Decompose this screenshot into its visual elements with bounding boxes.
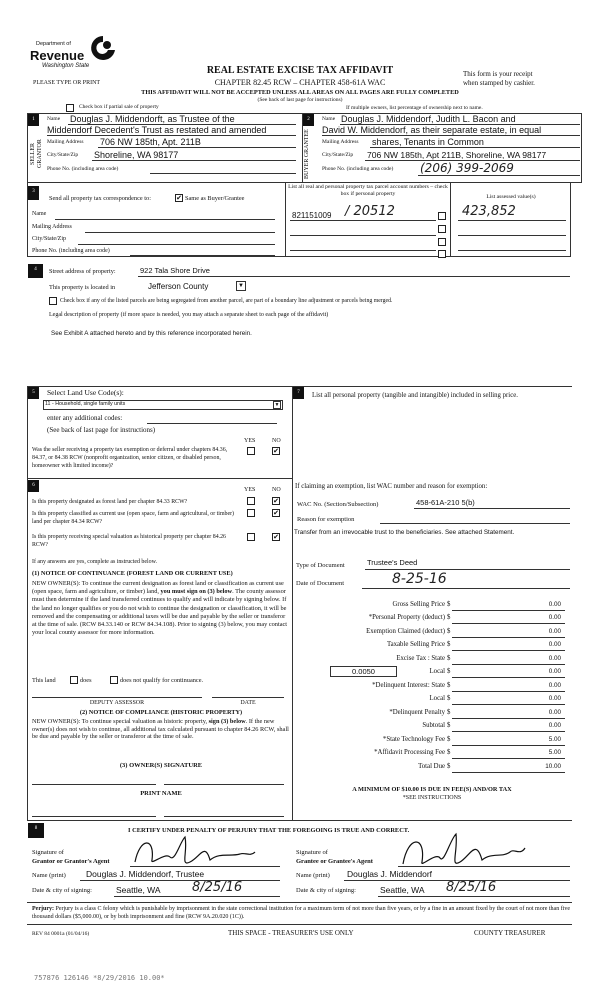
does-not-checkbox[interactable] — [110, 676, 118, 684]
fee-label: Subtotal — [422, 722, 445, 729]
section-number: 4 — [28, 264, 43, 278]
does-checkbox[interactable] — [70, 676, 78, 684]
additional-codes-label: enter any additional codes: — [47, 414, 123, 422]
dept-state: Washington State — [42, 63, 90, 69]
personal-property-checkbox[interactable] — [438, 238, 446, 246]
fee-label: Excise Tax : State — [396, 655, 445, 662]
if-yes-note: If any answers are yes, complete as instructed below. — [32, 559, 157, 565]
perjury-text: Perjury is a class C felony which is punishable by imprisonment in the state correctional institution for a maximum term of not more than five years, or by a fine in an amount fixed by the court of not more than five thousand dollars ($5,000.00), or by both imprisonment and fine (RCW 9A.20.020 (1C)). — [32, 906, 571, 921]
form-subtitle: CHAPTER 82.45 RCW – CHAPTER 458-61A WAC — [214, 78, 386, 87]
fee-label: Exemption Claimed (deduct) — [366, 628, 445, 635]
seller-mail-field[interactable]: 706 NW 185th, Apt. 211B — [100, 137, 201, 147]
grantor-city-field[interactable]: Seattle, WA — [116, 885, 161, 895]
no-header: NO — [272, 487, 281, 493]
fee-value[interactable]: 0.00 — [548, 695, 561, 702]
buyer-name-field-2[interactable]: David W. Middendorf, as their separate estate, in equal — [322, 125, 542, 135]
perjury-label: Perjury: — [32, 906, 54, 912]
parcel-field-3[interactable] — [290, 250, 436, 251]
grantee-city-field[interactable]: Seattle, WA — [380, 885, 425, 895]
notice-compliance-title: (2) NOTICE OF COMPLIANCE (HISTORIC PROPERTY) — [79, 709, 243, 716]
notice-continuance-text — [32, 580, 290, 637]
historic-question: Is this property receiving special valuation as historical property per chapter 84.26 RCW? — [32, 534, 226, 548]
seller-name-field[interactable]: Douglas J. Middendorft, as Trustee of the — [70, 114, 235, 124]
fee-label: Gross Selling Price — [392, 601, 445, 608]
segregated-checkbox[interactable] — [49, 297, 57, 305]
doc-date-field[interactable]: 8-25-16 — [392, 571, 447, 587]
dollar-sign: $ — [447, 601, 451, 608]
grantor-date-label: Date & city of signing: — [32, 887, 92, 894]
grantee-signature-label: Signature of — [296, 849, 328, 856]
land-use-value: 11 - Household, single family units — [45, 401, 126, 407]
parcel-number-field[interactable]: 821151009 — [292, 211, 332, 220]
street-label: Street address of property: — [49, 268, 116, 275]
send-correspondence-label: Send all property tax correspondence to: — [49, 195, 151, 202]
section-number: 1 — [28, 114, 39, 126]
personal-property-checkbox[interactable] — [438, 250, 446, 258]
seller-name-label: Name — [47, 116, 61, 122]
buyer-phone-label: Phone No. (including area code) — [322, 166, 394, 172]
notice-compliance-text — [32, 718, 290, 741]
located-label: This property is located in — [49, 284, 116, 291]
dept-name: Revenue — [30, 48, 85, 63]
deputy-assessor-field[interactable] — [32, 697, 202, 698]
fee-value[interactable]: 5.00 — [548, 736, 561, 743]
notice1-text-b: . The county assessor must then determine if the land transferred continues to qualify and will indicate by signing below. If the land no longer qualifies or you do not wish to continue the designation or classification, it will be removed and the compensating or additional taxes will be due and payable by the seller or transferor at the time of sale. (RCW 84.33.140 or RCW 84.34.108). Prior to signing (3) below, you may contact your local county assessor for more information. — [32, 588, 288, 637]
seller-side-label: SELLER GRANTOR — [30, 139, 43, 169]
owner-print-name-field-2[interactable] — [164, 816, 284, 817]
dollar-sign: $ — [447, 695, 451, 702]
dollar-sign: $ — [447, 722, 451, 729]
buyer-name-field[interactable]: Douglas J. Middendorf, Judith L. Bacon and — [341, 114, 516, 124]
grantee-name-field[interactable]: Douglas J. Middendorf — [347, 869, 433, 879]
dollar-sign: $ — [447, 628, 451, 635]
buyer-city-field[interactable]: 706 NW 185th, Apt 211B, Shoreline, WA 98177 — [367, 150, 547, 160]
notice2-text-b: . If the new owner(s) does not wish to continue, all additional tax calculated pursuant to chapter 84.26 RCW, shall be due and payable by the seller or transferor at the time of sale. — [32, 718, 289, 740]
corr-mail-label: Mailing Address — [32, 224, 72, 230]
forest-yes-checkbox[interactable] — [247, 497, 255, 505]
grantor-name-label: Name (print) — [32, 872, 66, 879]
see-back: (See back of last page for instructions) — [257, 97, 343, 103]
form-revision: REV 84 0001a (01/04/16) — [32, 931, 90, 937]
historic-yes-checkbox[interactable] — [247, 533, 255, 541]
owner-signature-field[interactable] — [32, 784, 156, 785]
parcel-header: List all real and personal property tax parcel account numbers – check box if personal property — [288, 184, 448, 197]
dollar-sign: $ — [447, 749, 451, 756]
perjury-notice — [32, 905, 572, 922]
same-as-buyer-label: Same as Buyer/Grantee — [185, 195, 245, 202]
personal-property-checkbox[interactable] — [438, 225, 446, 233]
dollar-sign: $ — [447, 655, 451, 662]
doc-type-field[interactable]: Trustee's Deed — [367, 558, 418, 567]
dollar-sign: $ — [447, 614, 451, 621]
section-number: 7 — [293, 387, 304, 399]
section-number: 6 — [28, 480, 39, 492]
yes-header: YES — [244, 487, 256, 493]
parcel-field-2[interactable] — [290, 235, 436, 236]
notice-continuance-title: (1) NOTICE OF CONTINUANCE (FOREST LAND OR CURRENT USE) — [32, 570, 233, 577]
seller-mail-label: Mailing Address — [47, 139, 84, 145]
owner-signature-field-2[interactable] — [164, 784, 284, 785]
dollar-sign: $ — [447, 641, 451, 648]
cashier-stamp: 757876 126146 *8/29/2016 10.00* — [34, 974, 165, 982]
grantor-name-field[interactable]: Douglas J. Middendorf, Trustee — [86, 869, 205, 879]
corr-name-label: Name — [32, 211, 47, 217]
does-not-label: does not qualify for continuance. — [120, 677, 204, 684]
corr-phone-label: Phone No. (including area code) — [32, 248, 110, 254]
corr-mail-field[interactable] — [85, 232, 275, 233]
wac-label: WAC No. (Section/Subsection) — [297, 501, 379, 508]
assessed-header: List assessed value(s) — [486, 194, 536, 200]
buyer-name-label: Name — [322, 116, 336, 122]
fee-label: Local — [429, 668, 445, 675]
doc-type-label: Type of Document — [296, 562, 345, 569]
fee-value[interactable]: 0.00 — [548, 628, 561, 635]
fee-label: *Delinquent Penalty — [389, 709, 445, 716]
dollar-sign: $ — [447, 668, 451, 675]
dollar-sign: $ — [447, 682, 451, 689]
wac-number-field[interactable]: 458-61A-210 5(b) — [416, 498, 475, 507]
partial-sale-checkbox[interactable] — [66, 104, 74, 112]
seller-city-field[interactable]: Shoreline, WA 98177 — [94, 150, 179, 160]
corr-city-field[interactable] — [78, 244, 275, 245]
treasurer-space-label: THIS SPACE - TREASURER'S USE ONLY — [228, 929, 354, 937]
grantee-signature[interactable] — [398, 830, 528, 870]
additional-codes-field[interactable] — [147, 423, 277, 424]
land-use-dropdown-icon[interactable]: ▼ — [274, 403, 280, 408]
forest-question: Is this property designated as forest land per chapter 84.33 RCW? — [32, 499, 188, 505]
local-rate-field[interactable]: 0.0050 — [330, 666, 397, 677]
see-instructions: *SEE INSTRUCTIONS — [402, 795, 462, 801]
assessor-date-label: DATE — [240, 700, 256, 706]
seller-name-field-2[interactable]: Middendorf Decedent's Trust as restated and amended — [47, 125, 267, 135]
partial-sale-label: Check box if partial sale of property — [79, 104, 159, 110]
section-number: 5 — [28, 387, 39, 399]
grantor-date-field[interactable]: 8/25/16 — [192, 880, 243, 895]
corr-city-label: City/State/Zip — [32, 236, 66, 242]
fee-value[interactable]: 0.00 — [548, 668, 561, 675]
please-type: PLEASE TYPE OR PRINT — [33, 80, 101, 86]
fee-label: Total Due — [418, 763, 445, 770]
fee-label: *Delinquent Interest: State — [372, 682, 445, 689]
logo-swirl-icon — [88, 34, 118, 62]
fee-value[interactable]: 0.00 — [548, 722, 561, 729]
current-use-yes-checkbox[interactable] — [247, 509, 255, 517]
grantor-signature-label: Signature of — [32, 849, 64, 856]
buyer-side-label: BUYER GRANTEE — [304, 129, 310, 179]
county-treasurer-label: COUNTY TREASURER — [474, 929, 546, 937]
notice2-bold: sign (3) below — [208, 718, 246, 725]
historic-no-checkbox[interactable]: ✔ — [273, 533, 279, 541]
grantee-date-label: Date & city of signing: — [296, 887, 356, 894]
assessed-field-2[interactable] — [458, 235, 566, 236]
assessed-field-3[interactable] — [458, 250, 566, 251]
fee-label: Taxable Selling Price — [386, 641, 445, 648]
fee-label: Local — [429, 695, 445, 702]
doc-date-label: Date of Document — [296, 580, 345, 587]
grantee-date-field[interactable]: 8/25/16 — [446, 880, 497, 895]
seller-phone-field[interactable] — [150, 173, 296, 174]
grantor-signature[interactable] — [130, 832, 260, 868]
assessed-value-field[interactable]: 423,852 — [462, 204, 516, 219]
fee-label: *Personal Property (deduct) — [368, 614, 445, 621]
land-use-label: Select Land Use Code(s): — [47, 388, 124, 397]
fee-value[interactable]: 0.00 — [548, 682, 561, 689]
fee-label: *State Technology Fee — [382, 736, 445, 743]
current-use-question: Is this property classified as current use (open space, farm and agricultural, or timber) land per chapter 84.34 RCW? — [32, 511, 235, 525]
grantor-agent-label: Grantor or Grantor's Agent — [32, 858, 110, 865]
multiple-owners-note: If multiple owners, list percentage of ownership next to name. — [346, 105, 483, 111]
fee-value[interactable]: 0.00 — [548, 655, 561, 662]
form-title: REAL ESTATE EXCISE TAX AFFIDAVIT — [206, 65, 394, 76]
does-label: does — [80, 677, 92, 684]
receipt-note-2: when stamped by cashier. — [463, 79, 535, 87]
fee-value[interactable]: 0.00 — [548, 709, 561, 716]
no-header: NO — [272, 438, 281, 444]
this-land-label: This land — [32, 677, 56, 684]
grantee-name-label: Name (print) — [296, 872, 330, 879]
fee-value[interactable]: 10.00 — [545, 763, 561, 770]
section-number: 3 — [28, 186, 39, 200]
county-select[interactable]: Jefferson County — [148, 282, 209, 291]
dept-line: Department of — [36, 41, 71, 47]
claim-exemption-label: If claiming an exemption, list WAC number and reason for exemption: — [295, 483, 488, 490]
exemption-no-checkbox[interactable]: ✔ — [273, 447, 279, 455]
fee-value[interactable]: 0.00 — [548, 601, 561, 608]
receipt-note-1: This form is your receipt — [463, 70, 533, 78]
personal-property-checkbox[interactable] — [438, 212, 446, 220]
notice1-text-a: NEW OWNER(S): To continue the current designation as forest land or classification as current use (open space, farm and agriculture, or timber) land, — [32, 580, 284, 596]
fee-label: *Affidavit Processing Fee — [374, 749, 445, 756]
certify-statement: I CERTIFY UNDER PENALTY OF PERJURY THAT THE FOREGOING IS TRUE AND CORRECT. — [128, 827, 410, 834]
corr-name-field[interactable] — [55, 219, 275, 220]
owner-signature-label: (3) OWNER(S) SIGNATURE — [119, 762, 203, 769]
print-name-label: PRINT NAME — [140, 790, 182, 797]
dollar-sign: $ — [447, 709, 451, 716]
deputy-assessor-label: DEPUTY ASSESSOR — [89, 700, 145, 706]
legal-description-field[interactable]: See Exhibit A attached hereto and by this reference incorporated herein. — [51, 330, 252, 337]
parcel-handwritten: / 20512 — [345, 204, 395, 219]
section-number: 2 — [303, 114, 314, 126]
dollar-sign: $ — [447, 763, 451, 770]
warning-text: THIS AFFIDAVIT WILL NOT BE ACCEPTED UNLESS ALL AREAS ON ALL PAGES ARE FULLY COMPLETED — [141, 89, 459, 96]
minimum-due-note: A MINIMUM OF $10.00 IS DUE IN FEE(S) AND/OR TAX — [352, 786, 512, 793]
reason-label: Reason for exemption — [297, 516, 355, 523]
buyer-phone-field[interactable]: (206) 399-2069 — [420, 161, 514, 175]
see-back-5: (See back of last page for instructions) — [47, 426, 156, 434]
dollar-sign: $ — [447, 736, 451, 743]
segregated-label: Check box if any of the listed parcels are being segregated from another parcel, are part of a boundary line adjustment or parcels being merged. — [60, 298, 393, 304]
county-dropdown-icon[interactable]: ▼ — [236, 281, 246, 291]
yes-header: YES — [244, 438, 256, 444]
notice1-bold: you must sign on (3) below — [160, 588, 233, 596]
section-number: 8 — [28, 823, 44, 838]
exemption-yes-checkbox[interactable] — [247, 447, 255, 455]
buyer-mail-label: Mailing Address — [322, 139, 359, 145]
same-as-buyer-checkbox[interactable]: ✔ — [176, 194, 182, 202]
grantee-agent-label: Grantee or Grantee's Agent — [296, 858, 373, 865]
buyer-mail-field[interactable]: shares, Tenants in Common — [372, 137, 484, 147]
seller-phone-label: Phone No. (including area code) — [47, 166, 119, 172]
personal-property-label: List all personal property (tangible and intangible) included in selling price. — [312, 392, 518, 399]
fee-value[interactable]: 0.00 — [548, 641, 561, 648]
forest-no-checkbox[interactable]: ✔ — [273, 497, 279, 505]
owner-print-name-field[interactable] — [32, 816, 156, 817]
notice2-text-a: NEW OWNER(S): To continue special valuation as historic property, — [32, 718, 208, 725]
legal-label: Legal description of property (if more space is needed, you may attach a separate sheet to each page of the affidavit) — [49, 312, 329, 318]
reason-field[interactable]: Transfer from an irrevocable trust to the beneficiaries. See attached Statement. — [294, 529, 515, 536]
exemption-question: Was the seller receiving a property tax exemption or deferral under chapters 84.36, 84.37, or 84.38 RCW (nonprofit organization, senior citizen, or disabled person, homeowner with limited income)? — [32, 447, 228, 469]
current-use-no-checkbox[interactable]: ✔ — [273, 509, 279, 517]
fee-value[interactable]: 5.00 — [548, 749, 561, 756]
buyer-city-label: City/State/Zip — [322, 152, 354, 158]
fee-value[interactable]: 0.00 — [548, 614, 561, 621]
street-address-field[interactable]: 922 Tala Shore Drive — [140, 266, 210, 275]
seller-city-label: City/State/Zip — [47, 152, 79, 158]
corr-phone-field[interactable] — [130, 255, 275, 256]
assessor-date-field[interactable] — [212, 697, 284, 698]
